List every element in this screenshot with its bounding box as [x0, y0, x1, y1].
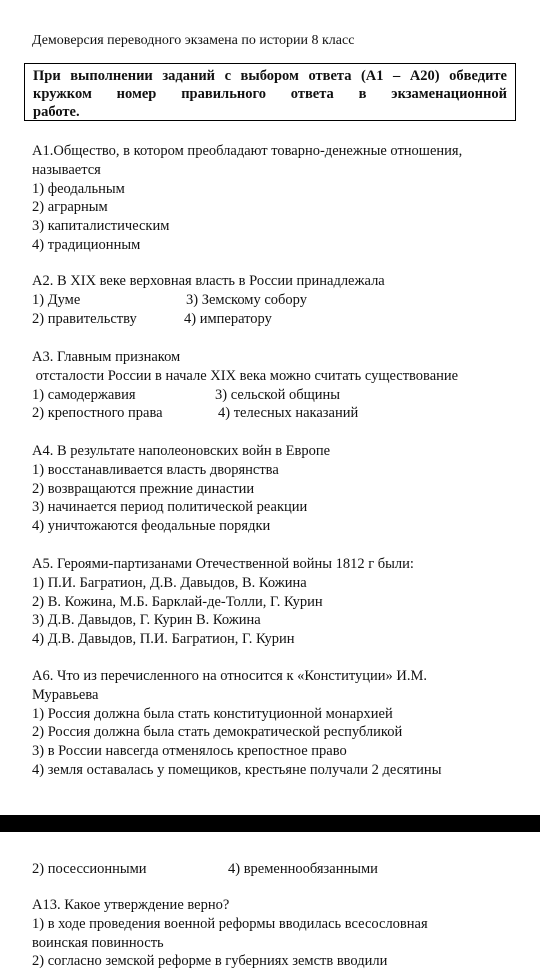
question-prompt: А1.Общество, в котором преобладают товарно-денежные отношения,: [32, 143, 463, 159]
answer-row: [32, 860, 528, 879]
answer-option: 4) уничтожаются феодальные порядки: [32, 518, 271, 535]
question-prompt: А6. Что из перечисленного на относится к «Конституции» И.М.: [32, 668, 428, 684]
question-prompt: отсталости России в начале XIX века можно считать существование: [32, 367, 459, 384]
instruction-line: кружком номер правильного ответа в экзаменационной: [33, 86, 507, 102]
answer-option: 3) начинается период политической реакции: [32, 499, 308, 516]
answer-row: [32, 386, 528, 405]
answer-option: 2) Россия должна была стать демократической республикой: [32, 724, 403, 741]
answer-option: 2) аграрным: [32, 199, 108, 216]
answer-option: 1) феодальным: [32, 180, 125, 197]
answer-option: 1) Россия должна была стать конституционной монархией: [32, 705, 393, 722]
answer-option: 2) возвращаются прежние династии: [32, 480, 255, 497]
answer-option: воинская повинность: [32, 934, 164, 951]
answer-option: 4) традиционным: [32, 236, 141, 253]
page-title: Демоверсия переводного экзамена по истории 8 класс: [32, 33, 355, 48]
answer-option: 4) телесных наказаний: [218, 405, 359, 422]
answer-option: 3) в России навсегда отменялось крепостное право: [32, 743, 347, 760]
answer-option: 3) Д.В. Давыдов, Г. Курин В. Кожина: [32, 612, 261, 629]
answer-option: 1) П.И. Багратион, Д.В. Давыдов, В. Кожина: [32, 574, 307, 591]
answer-option: 4) Д.В. Давыдов, П.И. Багратион, Г. Курин: [32, 631, 295, 648]
next-page-fragment: [32, 860, 528, 879]
answer-option: 3) капиталистическим: [32, 218, 170, 235]
answer-row: [32, 310, 528, 329]
question-a6: [32, 667, 528, 780]
answer-option: 2) посессионными: [32, 861, 147, 877]
answer-row: [32, 291, 528, 310]
answer-option: 3) сельской общины: [215, 386, 341, 403]
instruction-line: При выполнении заданий с выбором ответа (А1 – А20) обведите: [33, 68, 507, 84]
question-prompt: называется: [32, 161, 101, 178]
question-a5: [32, 555, 528, 649]
answer-option: 2) правительству: [32, 310, 137, 327]
question-prompt: А3. Главным признаком: [32, 349, 181, 365]
answer-option: 4) временнообязанными: [228, 861, 378, 877]
question-prompt: А4. В результате наполеоновских войн в Европе: [32, 443, 331, 459]
answer-option: 1) в ходе проведения военной реформы вводилась всесословная: [32, 915, 428, 932]
answer-option: 2) В. Кожина, М.Б. Барклай-де-Толли, Г. Курин: [32, 593, 323, 610]
answer-row: [32, 404, 528, 423]
page-separator: [0, 815, 540, 832]
question-prompt: А13. Какое утверждение верно?: [32, 897, 230, 913]
answer-option: 1) восстанавливается власть дворянства: [32, 461, 279, 478]
answer-option: 4) земля оставалась у помещиков, крестьяне получали 2 десятины: [32, 761, 442, 778]
answer-option: 1) самодержавия: [32, 386, 136, 403]
answer-option: 3) Земскому собору: [186, 291, 307, 308]
question-prompt: А2. В XIX веке верховная власть в России принадлежала: [32, 273, 385, 289]
question-a1: [32, 142, 528, 255]
question-a3: [32, 348, 528, 423]
answer-option: 2) крепостного права: [32, 405, 163, 422]
instruction-box: [24, 63, 516, 121]
question-prompt: Муравьева: [32, 686, 99, 703]
question-a2: [32, 272, 528, 328]
instruction-line: работе.: [33, 104, 80, 120]
question-prompt: А5. Героями-партизанами Отечественной войны 1812 г были:: [32, 556, 414, 572]
answer-option: 1) Думе: [32, 291, 81, 308]
answer-option: 4) императору: [184, 310, 272, 327]
question-a4: [32, 442, 528, 536]
answer-option: 2) согласно земской реформе в губерниях земств вводили: [32, 953, 388, 970]
